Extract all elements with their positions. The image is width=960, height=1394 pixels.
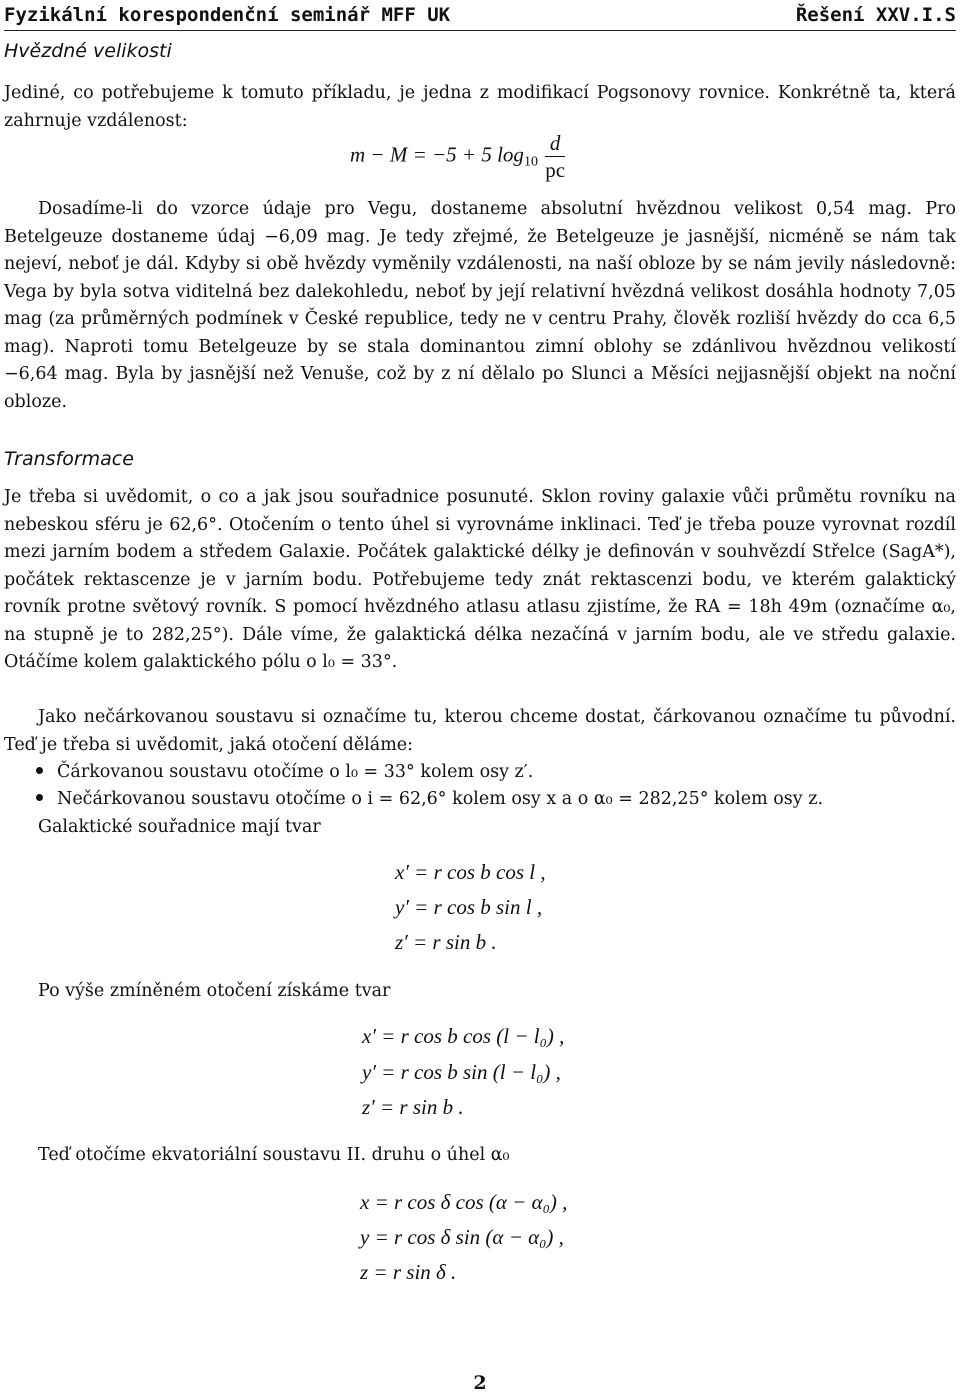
equation-equatorial-z: z = r sin δ .: [360, 1260, 457, 1284]
paragraph-pogson-intro: Jediné, co potřebujeme k tomuto příkladu, je jedna z modifikací Pogsonovy rovnice. Konkrétně ta, která zahrnuje vzdálenost:: [4, 83, 956, 131]
equation-galactic-y: y′ = r cos b sin l ,: [395, 895, 543, 919]
list-item-text: Nečárkovanou soustavu otočíme o i = 62,6° kolem osy x a o α₀ = 282,25° kolem osy z.: [57, 789, 824, 809]
equation-equatorial-x: x = r cos δ cos (α − α₀) ,: [360, 1190, 568, 1214]
paragraph-equatorial-rotation: Teď otočíme ekvatoriální soustavu II. druhu o úhel α₀: [38, 1145, 510, 1165]
list-item-rotation-1: [36, 759, 533, 787]
page-number: 2: [473, 1372, 487, 1394]
section-title-transformation: Transformace: [4, 448, 134, 470]
page-header: [4, 0, 956, 30]
section-title-star-magnitudes: Hvězdné velikosti: [4, 40, 172, 62]
list-item-text: Čárkovanou soustavu otočíme o l₀ = 33° kolem osy z′.: [57, 762, 534, 782]
equation-equatorial-y: y = r cos δ sin (α − α₀) ,: [360, 1225, 564, 1249]
equation-galactic-z: z′ = r sin b .: [395, 930, 497, 954]
header-rule: [4, 30, 956, 31]
eq1-log-base: 10: [523, 154, 538, 170]
equation-galactic-x: x′ = r cos b cos l ,: [395, 860, 546, 884]
equation-distance-modulus: [350, 130, 567, 183]
equation-rotated-x: x′ = r cos b cos (l − l₀) ,: [362, 1024, 565, 1048]
eq1-fraction: [545, 130, 565, 183]
eq1-lhs: m − M = −5 + 5 log: [350, 142, 524, 167]
header-solution-label: Řešení XXV.I.S: [795, 4, 956, 26]
bullet-dot: [36, 794, 43, 801]
paragraph-galactic-form: Galaktické souřadnice mají tvar: [38, 817, 321, 837]
bullet-dot: [36, 767, 43, 774]
header-seminar-title: Fyzikální korespondenční seminář MFF UK: [4, 4, 451, 26]
list-item-rotation-2: [36, 786, 823, 814]
equation-rotated-z: z′ = r sin b .: [362, 1095, 464, 1119]
eq1-numerator: d: [545, 130, 565, 157]
paragraph-vega-betelgeuze: Dosadíme-li do vzorce údaje pro Vegu, dostaneme absolutní hvězdnou velikost 0,54 mag. Pro Betelgeuze dostaneme údaj −6,09 mag. Je tedy zřejmé, že Betelgeuze je jasnější, nicméně se nám tak nejeví, neboť je dál. Kdyby si obě hvězdy vyměnily vzdálenosti, na naší obloze by se nám jevily následovně: Vega by byla sotva viditelná bez dalekohledu, neboť by její relativní hvězdná velikost dosáhla hodnoty 7,05 mag (za průměrných podmínek v České republice, tedy ne v centru Prahy, člověk rozliší hvězdy do cca 6,5 mag). Naproti tomu Betelgeuze by se stala dominantou zimní oblohy se zdánlivou hvězdnou velikostí −6,64 mag. Byla by jasnější než Venuše, což by z ní dělalo po Slunci a Měsíci nejjasnější objekt na noční obloze.: [4, 199, 956, 412]
eq1-denominator: pc: [545, 158, 566, 182]
paragraph-after-rotation: Po výše zmíněném otočení získáme tvar: [38, 981, 391, 1001]
paragraph-coordinate-shift: Je třeba si uvědomit, o co a jak jsou souřadnice posunuté. Sklon roviny galaxie vůči průmětu rovníku na nebeskou sféru je 62,6°. Otočením o tento úhel si vyrovnáme inklinaci. Teď je třeba pouze vyrovnat rozdíl mezi jarním bodem a středem Galaxie. Počátek galaktické délky je definován v souhvězdí Střelce (SagA*), počátek rektascenze je v jarním bodu. Potřebujeme tedy znát rektascenzi bodu, ve kterém galaktický rovník protne světový rovník. S pomocí hvězdného atlasu atlasu zjistíme, že RA = 18h 49m (označíme α₀, na stupně je to 282,25°). Dále víme, že galaktická délka nezačíná v jarním bodu, ale ve středu galaxie. Otáčíme kolem galaktického pólu o l₀ = 33°.: [4, 487, 956, 672]
paragraph-primed-system: Jako nečárkovanou soustavu si označíme tu, kterou chceme dostat, čárkovanou označíme tu původní. Teď je třeba si uvědomit, jaká otočení děláme:: [4, 707, 956, 755]
equation-rotated-y: y′ = r cos b sin (l − l₀) ,: [362, 1060, 561, 1084]
